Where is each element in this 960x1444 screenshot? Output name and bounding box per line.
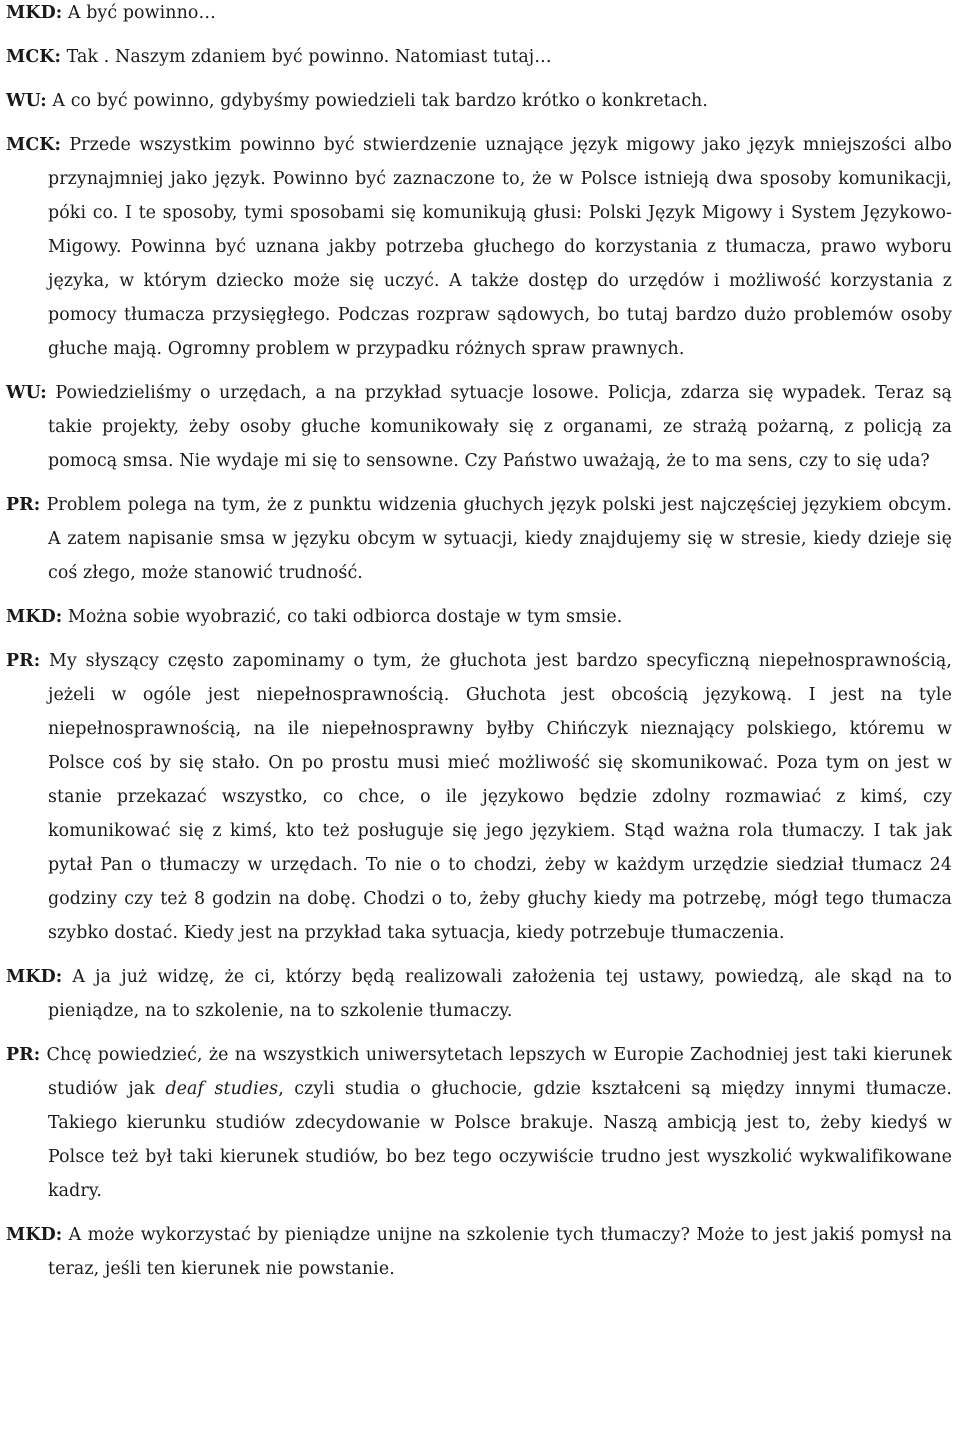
utterance-wu — [6, 84, 952, 118]
utterance-pr — [6, 644, 952, 950]
utterance-mck — [6, 40, 952, 74]
speaker-label: WU: — [6, 91, 47, 111]
speaker-label: MKD: — [6, 3, 63, 23]
utterance-pr — [6, 488, 952, 590]
utterance-mkd — [6, 1218, 952, 1286]
speaker-label: PR: — [6, 495, 41, 515]
utterance-mkd — [6, 600, 952, 634]
utterance-text: Problem polega na tym, że z punktu widzenia głuchych język polski jest najczęściej językiem obcym. A zatem napisanie smsa w języku obcym w sytuacji, kiedy znajdujemy się w stresie, kiedy dzieje się coś złego, może stanowić trudność. — [40, 495, 952, 583]
utterance-mck — [6, 128, 952, 366]
utterance-text: , czyli studia o głuchocie, gdzie kształceni są między innymi tłumacze. Takiego kierunku studiów zdecydowanie w Polsce brakuje. Naszą ambicją jest to, żeby kiedyś w Polsce też był taki kierunek studiów, bo bez tego oczywiście trudno jest wyszkolić wykwalifikowane kadry. — [48, 1079, 953, 1201]
speaker-label: MCK: — [6, 47, 62, 67]
utterance-mkd — [6, 960, 952, 1028]
utterance-text: Powiedzieliśmy o urzędach, a na przykład sytuacje losowe. Policja, zdarza się wypadek. Teraz są takie projekty, żeby osoby głuche komunikowały się z organami, ze strażą pożarną, z policją za pomocą smsa. Nie wydaje mi się to sensowne. Czy Państwo uważają, że to ma sens, czy to się uda? — [46, 383, 952, 471]
speaker-label: MCK: — [6, 135, 62, 155]
speaker-label: MKD: — [6, 607, 63, 627]
speaker-label: MKD: — [6, 967, 63, 987]
utterance-text: A ja już widzę, że ci, którzy będą realizowali założenia tej ustawy, powiedzą, ale skąd na to pieniądze, na to szkolenie, na to szkolenie tłumaczy. — [48, 967, 952, 1021]
utterance-pr — [6, 1038, 952, 1208]
utterance-text: A może wykorzystać by pieniądze unijne na szkolenie tych tłumaczy? Może to jest jakiś pomysł na teraz, jeśli ten kierunek nie powstanie. — [48, 1225, 952, 1279]
speaker-label: PR: — [6, 651, 41, 671]
utterance-text-italic: deaf studies — [165, 1079, 279, 1099]
utterance-text: Można sobie wyobrazić, co taki odbiorca dostaje w tym smsie. — [62, 607, 623, 627]
utterance-text: Przede wszystkim powinno być stwierdzenie uznające język migowy jako język mniejszości albo przynajmniej jako język. Powinno być zaznaczone to, że w Polsce istnieją dwa sposoby komunikacji, póki co. I te sposoby, tymi sposobami się komunikują głusi: Polski Język Migowy i System Językowo-Migowy. Powinna być uznana jakby potrzeba głuchego do korzystania z tłumacza, prawo wyboru języka, w którym dziecko może się uczyć. A także dostęp do urzędów i możliwość korzystania z pomocy tłumacza przysięgłego. Podczas rozpraw sądowych, bo tutaj bardzo dużo problemów osoby głuche mają. Ogromny problem w przypadku różnych spraw prawnych. — [48, 135, 952, 359]
speaker-label: WU: — [6, 383, 47, 403]
utterance-text: A co być powinno, gdybyśmy powiedzieli tak bardzo krótko o konkretach. — [46, 91, 708, 111]
utterance-wu — [6, 376, 952, 478]
speaker-label: PR: — [6, 1045, 41, 1065]
utterance-text: Chcę powiedzieć, że na wszystkich uniwersytetach lepszych w Europie Zachodniej jest taki kierunek studiów jak — [40, 1045, 952, 1099]
speaker-label: MKD: — [6, 1225, 63, 1245]
utterance-mkd — [6, 0, 952, 30]
utterance-text: A być powinno… — [62, 3, 216, 23]
utterance-text: My słyszący często zapominamy o tym, że głuchota jest bardzo specyficzną niepełnosprawnością, jeżeli w ogóle jest niepełnosprawnością. Głuchota jest obcością językową. I jest na tyle niepełnosprawnością, na ile niepełnosprawny byłby Chińczyk nieznający polskiego, któremu w Polsce coś by się stało. On po prostu musi mieć możliwość się skomunikować. Poza tym on jest w stanie przekazać wszystko, co chce, o ile językowo będzie zdolny rozmawiać z kimś, czy komunikować się z kimś, kto też posługuje się jego językiem. Stąd ważna rola tłumaczy. I tak jak pytał Pan o tłumaczy w urzędach. To nie o to chodzi, żeby w każdym urzędzie siedział tłumacz 24 godziny czy też 8 godzin na dobę. Chodzi o to, żeby głuchy kiedy ma potrzebę, mógł tego tłumacza szybko dostać. Kiedy jest na przykład taka sytuacja, kiedy potrzebuje tłumaczenia. — [40, 651, 952, 943]
utterance-text: Tak . Naszym zdaniem być powinno. Natomiast tutaj… — [61, 47, 552, 67]
